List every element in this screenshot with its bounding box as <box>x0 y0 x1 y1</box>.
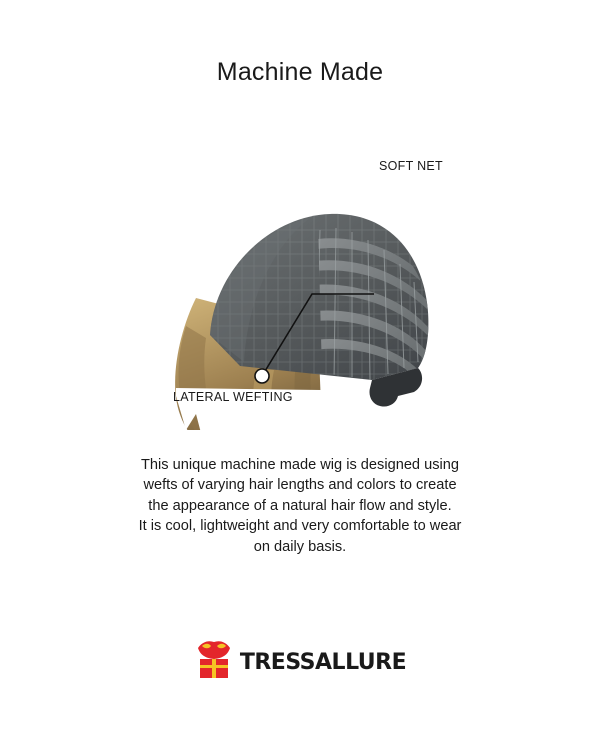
brand-logo <box>0 634 600 686</box>
callout-label-soft-net: SOFT NET <box>379 159 443 173</box>
description-line-3: the appearance of a natural hair flow and style. <box>148 497 452 514</box>
wig-cap-illustration <box>0 130 600 430</box>
callout-label-lateral-wefting: LATERAL WEFTING <box>173 390 293 404</box>
wig-cap-diagram <box>0 130 600 430</box>
product-description <box>90 455 510 557</box>
description-line-1: This unique machine made wig is designed using <box>140 457 459 473</box>
description-line-5: on daily basis. <box>253 538 347 555</box>
description-line-4: It is cool, lightweight and very comfortable to wear <box>138 518 462 535</box>
description-line-2: wefts of varying hair lengths and colors to create <box>143 477 457 494</box>
tressallure-crown-icon <box>194 638 234 682</box>
brand-wordmark: TRESSALLURE <box>239 649 407 675</box>
page-title: Machine Made <box>216 58 384 86</box>
soft-net-marker <box>255 369 269 383</box>
